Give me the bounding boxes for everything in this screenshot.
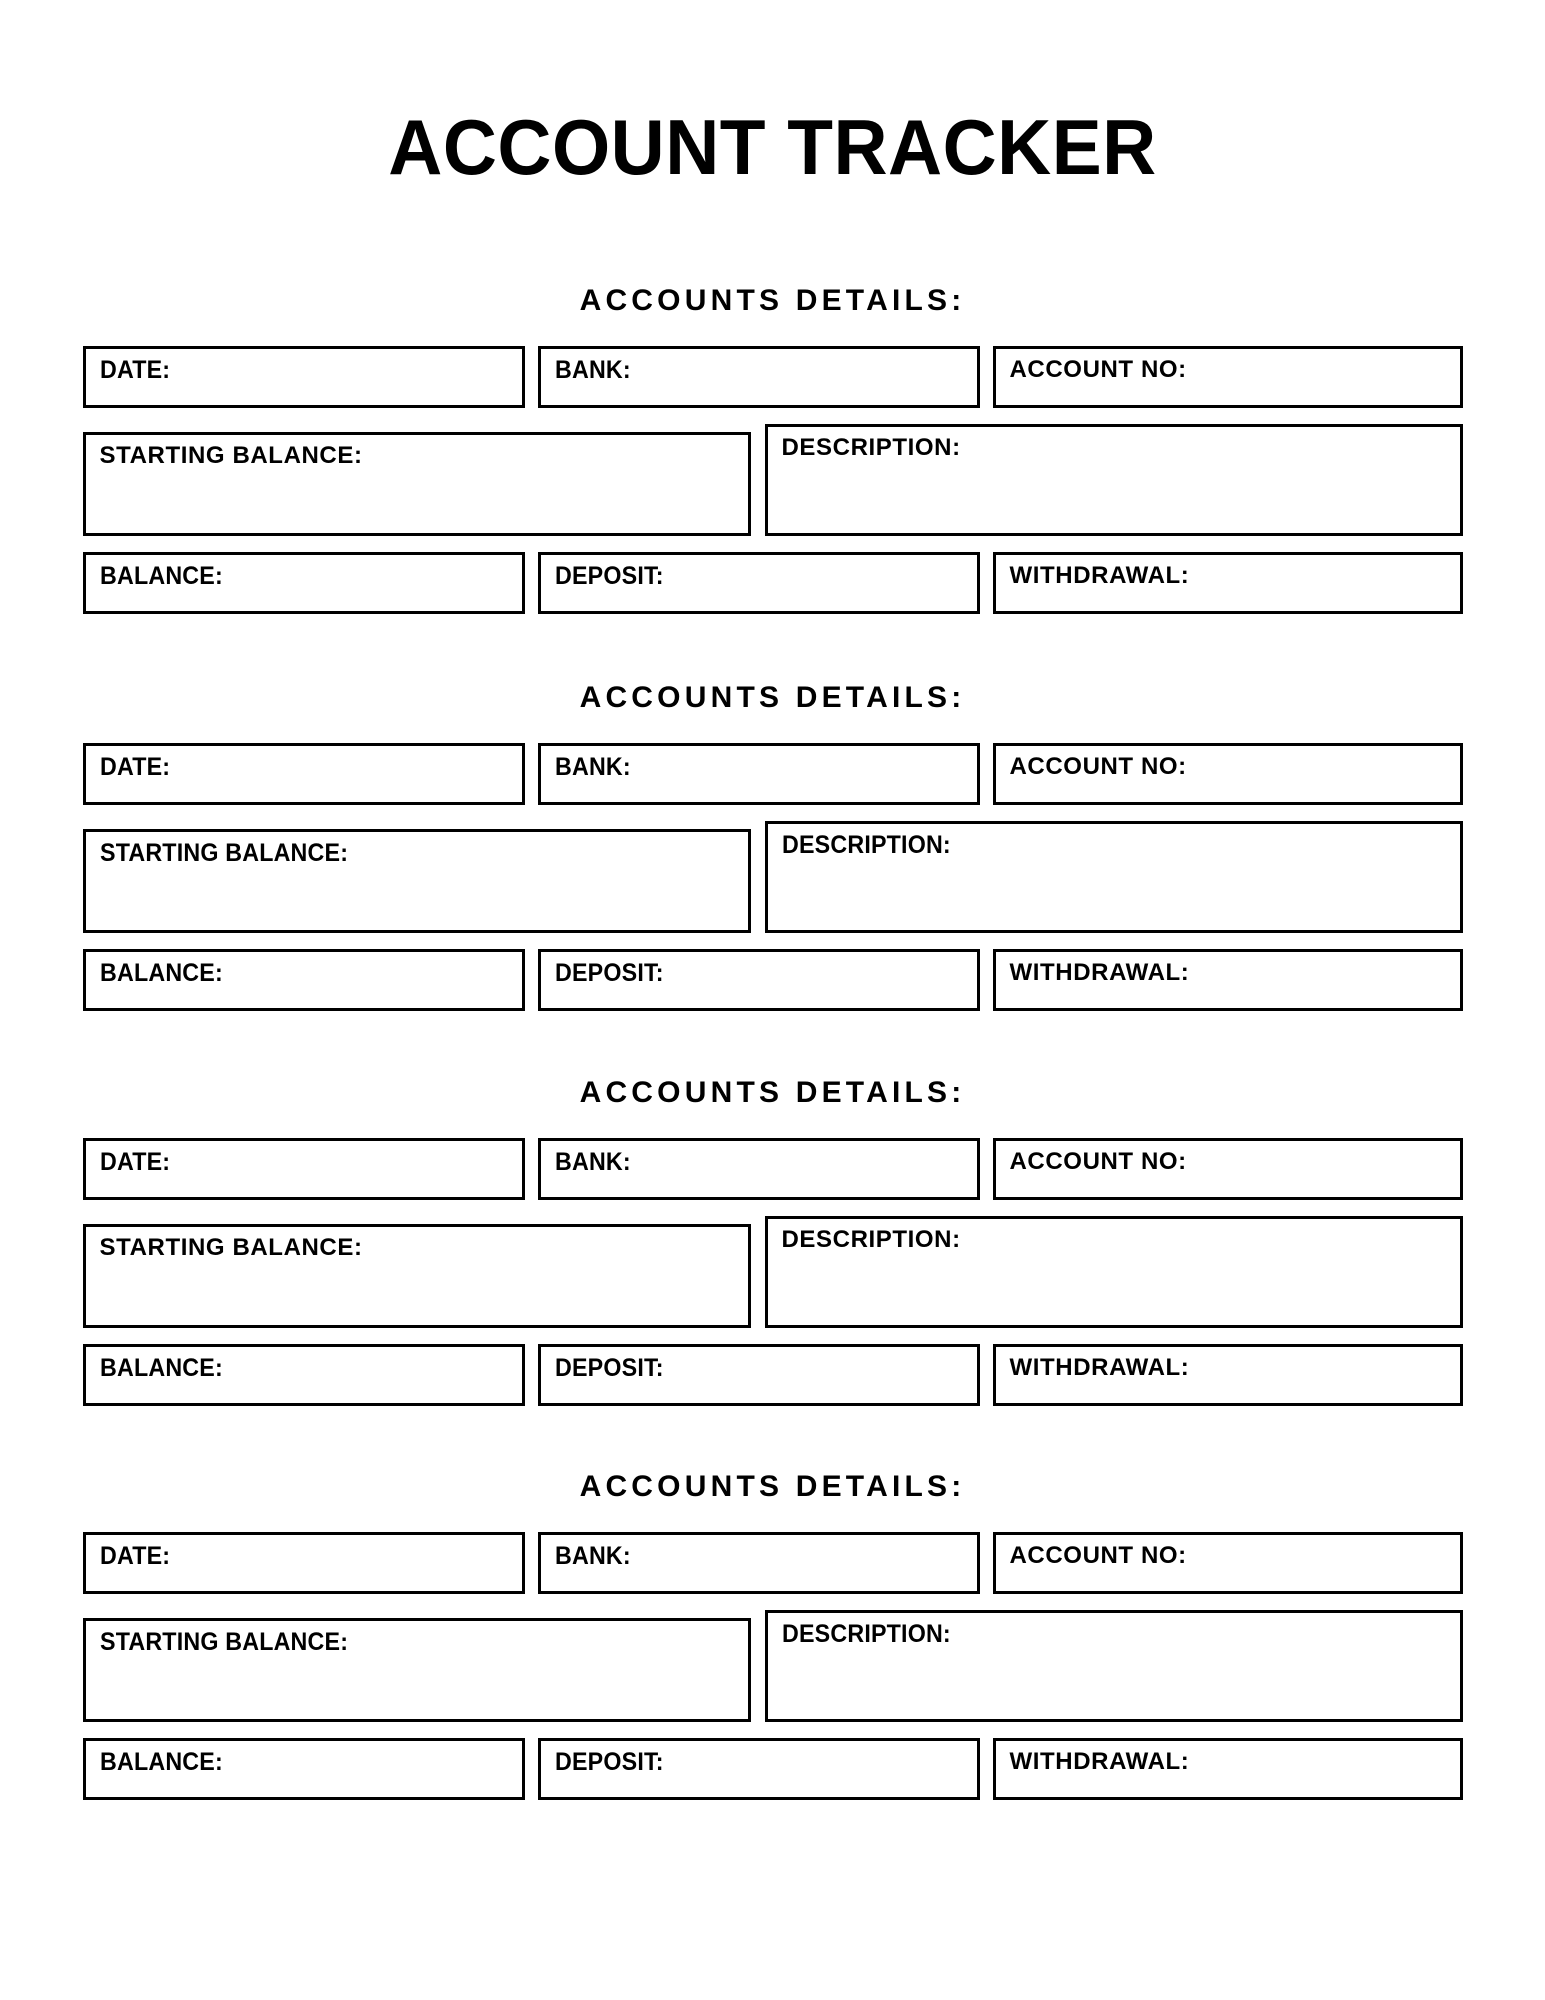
section-heading-1: ACCOUNTS DETAILS: — [579, 284, 966, 317]
field-label-date-1: DATE: — [99, 356, 170, 384]
field-date-3[interactable] — [83, 1138, 525, 1200]
field-balance-3[interactable] — [83, 1344, 525, 1406]
section-2-row-identity — [83, 743, 1463, 805]
field-label-bank-1: BANK: — [554, 356, 631, 384]
field-account-no-3[interactable] — [993, 1138, 1463, 1200]
field-label-date-2: DATE: — [99, 753, 170, 781]
field-label-description-2: DESCRIPTION: — [781, 831, 951, 859]
section-2-row-balance-description — [83, 821, 1463, 933]
field-withdrawal-1[interactable] — [993, 552, 1463, 614]
field-date-2[interactable] — [83, 743, 525, 805]
section-4-row-identity — [83, 1532, 1463, 1594]
field-label-description-3: DESCRIPTION: — [781, 1226, 961, 1253]
field-label-bank-3: BANK: — [554, 1148, 631, 1176]
field-label-balance-3: BALANCE: — [99, 1354, 223, 1382]
field-withdrawal-3[interactable] — [993, 1344, 1463, 1406]
field-label-date-3: DATE: — [99, 1148, 170, 1176]
field-label-deposit-3: DEPOSIT: — [554, 1354, 664, 1382]
section-1-row-balance-description — [83, 424, 1463, 536]
field-account-no-4[interactable] — [993, 1532, 1463, 1594]
section-3-row-transaction — [83, 1344, 1463, 1406]
section-2-row-transaction — [83, 949, 1463, 1011]
field-starting-balance-3[interactable] — [83, 1224, 751, 1328]
accounts-details-section-1 — [0, 286, 1545, 614]
section-heading-3: ACCOUNTS DETAILS: — [579, 1076, 966, 1109]
field-deposit-1[interactable] — [538, 552, 980, 614]
field-withdrawal-4[interactable] — [993, 1738, 1463, 1800]
field-label-starting-balance-1: STARTING BALANCE: — [99, 442, 363, 469]
field-label-deposit-4: DEPOSIT: — [554, 1748, 664, 1776]
field-deposit-2[interactable] — [538, 949, 980, 1011]
section-1-row-transaction — [83, 552, 1463, 614]
field-starting-balance-1[interactable] — [83, 432, 751, 536]
section-3-row-identity — [83, 1138, 1463, 1200]
field-bank-1[interactable] — [538, 346, 980, 408]
field-date-4[interactable] — [83, 1532, 525, 1594]
field-label-description-4: DESCRIPTION: — [781, 1620, 951, 1648]
section-3-row-balance-description — [83, 1216, 1463, 1328]
field-label-withdrawal-3: WITHDRAWAL: — [1009, 1354, 1190, 1381]
field-label-date-4: DATE: — [99, 1542, 170, 1570]
field-label-balance-2: BALANCE: — [99, 959, 223, 987]
field-label-withdrawal-1: WITHDRAWAL: — [1009, 562, 1190, 589]
field-label-account-no-2: ACCOUNT NO: — [1009, 753, 1187, 780]
field-balance-4[interactable] — [83, 1738, 525, 1800]
field-label-withdrawal-4: WITHDRAWAL: — [1009, 1748, 1190, 1775]
field-date-1[interactable] — [83, 346, 525, 408]
field-balance-1[interactable] — [83, 552, 525, 614]
section-4-row-balance-description — [83, 1610, 1463, 1722]
accounts-details-section-4 — [0, 1472, 1545, 1800]
field-label-withdrawal-2: WITHDRAWAL: — [1009, 959, 1190, 986]
field-starting-balance-4[interactable] — [83, 1618, 751, 1722]
field-account-no-1[interactable] — [993, 346, 1463, 408]
field-label-starting-balance-2: STARTING BALANCE: — [99, 839, 348, 867]
field-label-bank-4: BANK: — [554, 1542, 631, 1570]
field-label-starting-balance-3: STARTING BALANCE: — [99, 1234, 363, 1261]
field-starting-balance-2[interactable] — [83, 829, 751, 933]
accounts-details-section-3 — [0, 1078, 1545, 1406]
field-label-starting-balance-4: STARTING BALANCE: — [99, 1628, 348, 1656]
page-title: ACCOUNT TRACKER — [388, 103, 1157, 191]
field-deposit-3[interactable] — [538, 1344, 980, 1406]
accounts-details-section-2 — [0, 683, 1545, 1011]
field-label-bank-2: BANK: — [554, 753, 631, 781]
field-label-account-no-1: ACCOUNT NO: — [1009, 356, 1187, 383]
section-4-row-transaction — [83, 1738, 1463, 1800]
section-heading-2: ACCOUNTS DETAILS: — [579, 681, 966, 714]
section-1-row-identity — [83, 346, 1463, 408]
field-description-2[interactable] — [765, 821, 1463, 933]
field-bank-2[interactable] — [538, 743, 980, 805]
field-label-description-1: DESCRIPTION: — [781, 434, 961, 461]
field-label-deposit-1: DEPOSIT: — [554, 562, 664, 590]
field-balance-2[interactable] — [83, 949, 525, 1011]
field-bank-4[interactable] — [538, 1532, 980, 1594]
field-description-4[interactable] — [765, 1610, 1463, 1722]
field-label-balance-4: BALANCE: — [99, 1748, 223, 1776]
field-label-account-no-3: ACCOUNT NO: — [1009, 1148, 1187, 1175]
field-account-no-2[interactable] — [993, 743, 1463, 805]
field-label-deposit-2: DEPOSIT: — [554, 959, 664, 987]
section-heading-4: ACCOUNTS DETAILS: — [579, 1470, 966, 1503]
field-description-3[interactable] — [765, 1216, 1463, 1328]
field-deposit-4[interactable] — [538, 1738, 980, 1800]
field-label-account-no-4: ACCOUNT NO: — [1009, 1542, 1187, 1569]
field-label-balance-1: BALANCE: — [99, 562, 223, 590]
field-description-1[interactable] — [765, 424, 1463, 536]
field-bank-3[interactable] — [538, 1138, 980, 1200]
field-withdrawal-2[interactable] — [993, 949, 1463, 1011]
